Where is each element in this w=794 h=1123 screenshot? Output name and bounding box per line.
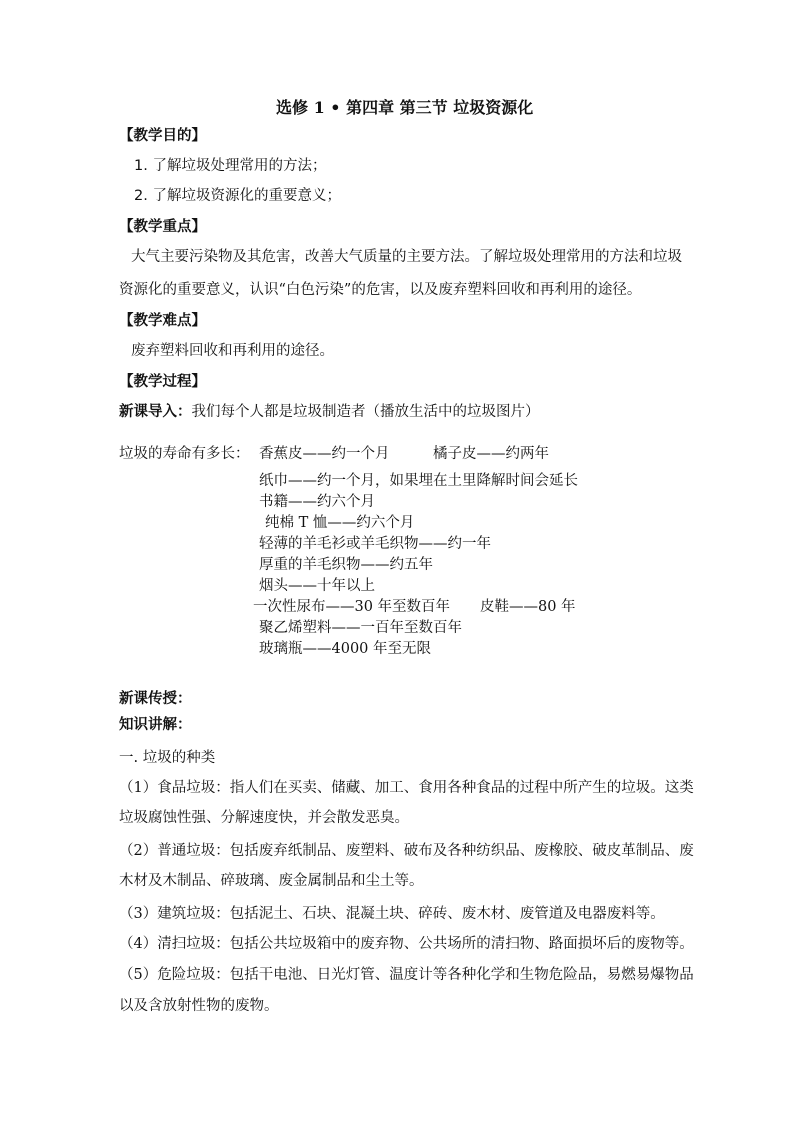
normal-waste-line1: （2）普通垃圾：包括废弃纸制品、废塑料、破布及各种纺织品、废橡胶、破皮革制品、废 [119, 843, 694, 859]
lifespan-glass: 玻璃瓶——4000 年至无限 [259, 641, 432, 657]
food-waste-line2: 垃圾腐蚀性强、分解速度快，并会散发恶臭。 [119, 810, 409, 826]
lifespan-light-wool: 轻薄的羊毛衫或羊毛织物——约一年 [259, 536, 491, 552]
lifespan-cigarette: 烟头——十年以上 [259, 578, 375, 594]
lifespan-polyethylene: 聚乙烯塑料——一百年至数百年 [259, 620, 462, 636]
types-heading: 一. 垃圾的种类 [119, 750, 216, 766]
cleaning-waste: （4）清扫垃圾：包括公共垃圾箱中的废弃物、公共场所的清扫物、路面损坏后的废物等。 [119, 936, 694, 952]
hazardous-waste-line2: 以及含放射性物的废物。 [119, 998, 279, 1014]
lifespan-heavy-wool: 厚重的羊毛织物——约五年 [259, 557, 433, 573]
difficulty-heading: 【教学难点】 [119, 312, 206, 329]
normal-waste-line2: 木材及木制品、碎玻璃、废金属制品和尘土等。 [119, 873, 424, 889]
lifespan-tshirt: 纯棉 T 恤——约六个月 [265, 515, 415, 531]
document-title: 选修 1 • 第四章 第三节 垃圾资源化 [276, 98, 534, 117]
teach-label: 新课传授： [119, 690, 192, 707]
difficulty-text: 废弃塑料回收和再利用的途径。 [131, 343, 334, 359]
knowledge-label: 知识讲解： [119, 716, 192, 733]
lifespan-books: 书籍——约六个月 [259, 494, 375, 510]
goal-item-1: 1. 了解垃圾处理常用的方法； [134, 158, 327, 174]
food-waste-line1: （1）食品垃圾：指人们在买卖、储藏、加工、食用各种食品的过程中所产生的垃圾。这类 [119, 780, 694, 796]
hazardous-waste-line1: （5）危险垃圾：包括干电池、日光灯管、温度计等各种化学和生物危险品，易燃易爆物品 [119, 967, 694, 983]
process-heading: 【教学过程】 [119, 373, 206, 390]
lifespan-paper: 纸巾——约一个月，如果埋在土里降解时间会延长 [259, 473, 578, 489]
lifespan-diaper: 一次性尿布——30 年至数百年 [253, 599, 451, 615]
lifespan-shoes: 皮鞋——80 年 [480, 599, 576, 615]
key-points-text-line1: 大气主要污染物及其危害，改善大气质量的主要方法。了解垃圾处理常用的方法和垃圾 [131, 249, 682, 265]
goal-item-2: 2. 了解垃圾资源化的重要意义； [134, 188, 341, 204]
construction-waste: （3）建筑垃圾：包括泥土、石块、混凝土块、碎砖、废木材、废管道及电器废料等。 [119, 906, 665, 922]
intro-text: 我们每个人都是垃圾制造者（播放生活中的垃圾图片） [191, 404, 540, 420]
lifespan-banana: 香蕉皮——约一个月 [259, 446, 390, 462]
key-points-text-line2: 资源化的重要意义，认识“白色污染”的危害，以及废弃塑料回收和再利用的途径。 [119, 282, 642, 298]
lifespan-label: 垃圾的寿命有多长： [119, 446, 250, 462]
intro-line [119, 403, 540, 421]
lifespan-orange: 橘子皮——约两年 [433, 446, 549, 462]
intro-label: 新课导入： [119, 403, 192, 420]
goals-heading: 【教学目的】 [119, 127, 206, 144]
key-points-heading: 【教学重点】 [119, 218, 206, 235]
